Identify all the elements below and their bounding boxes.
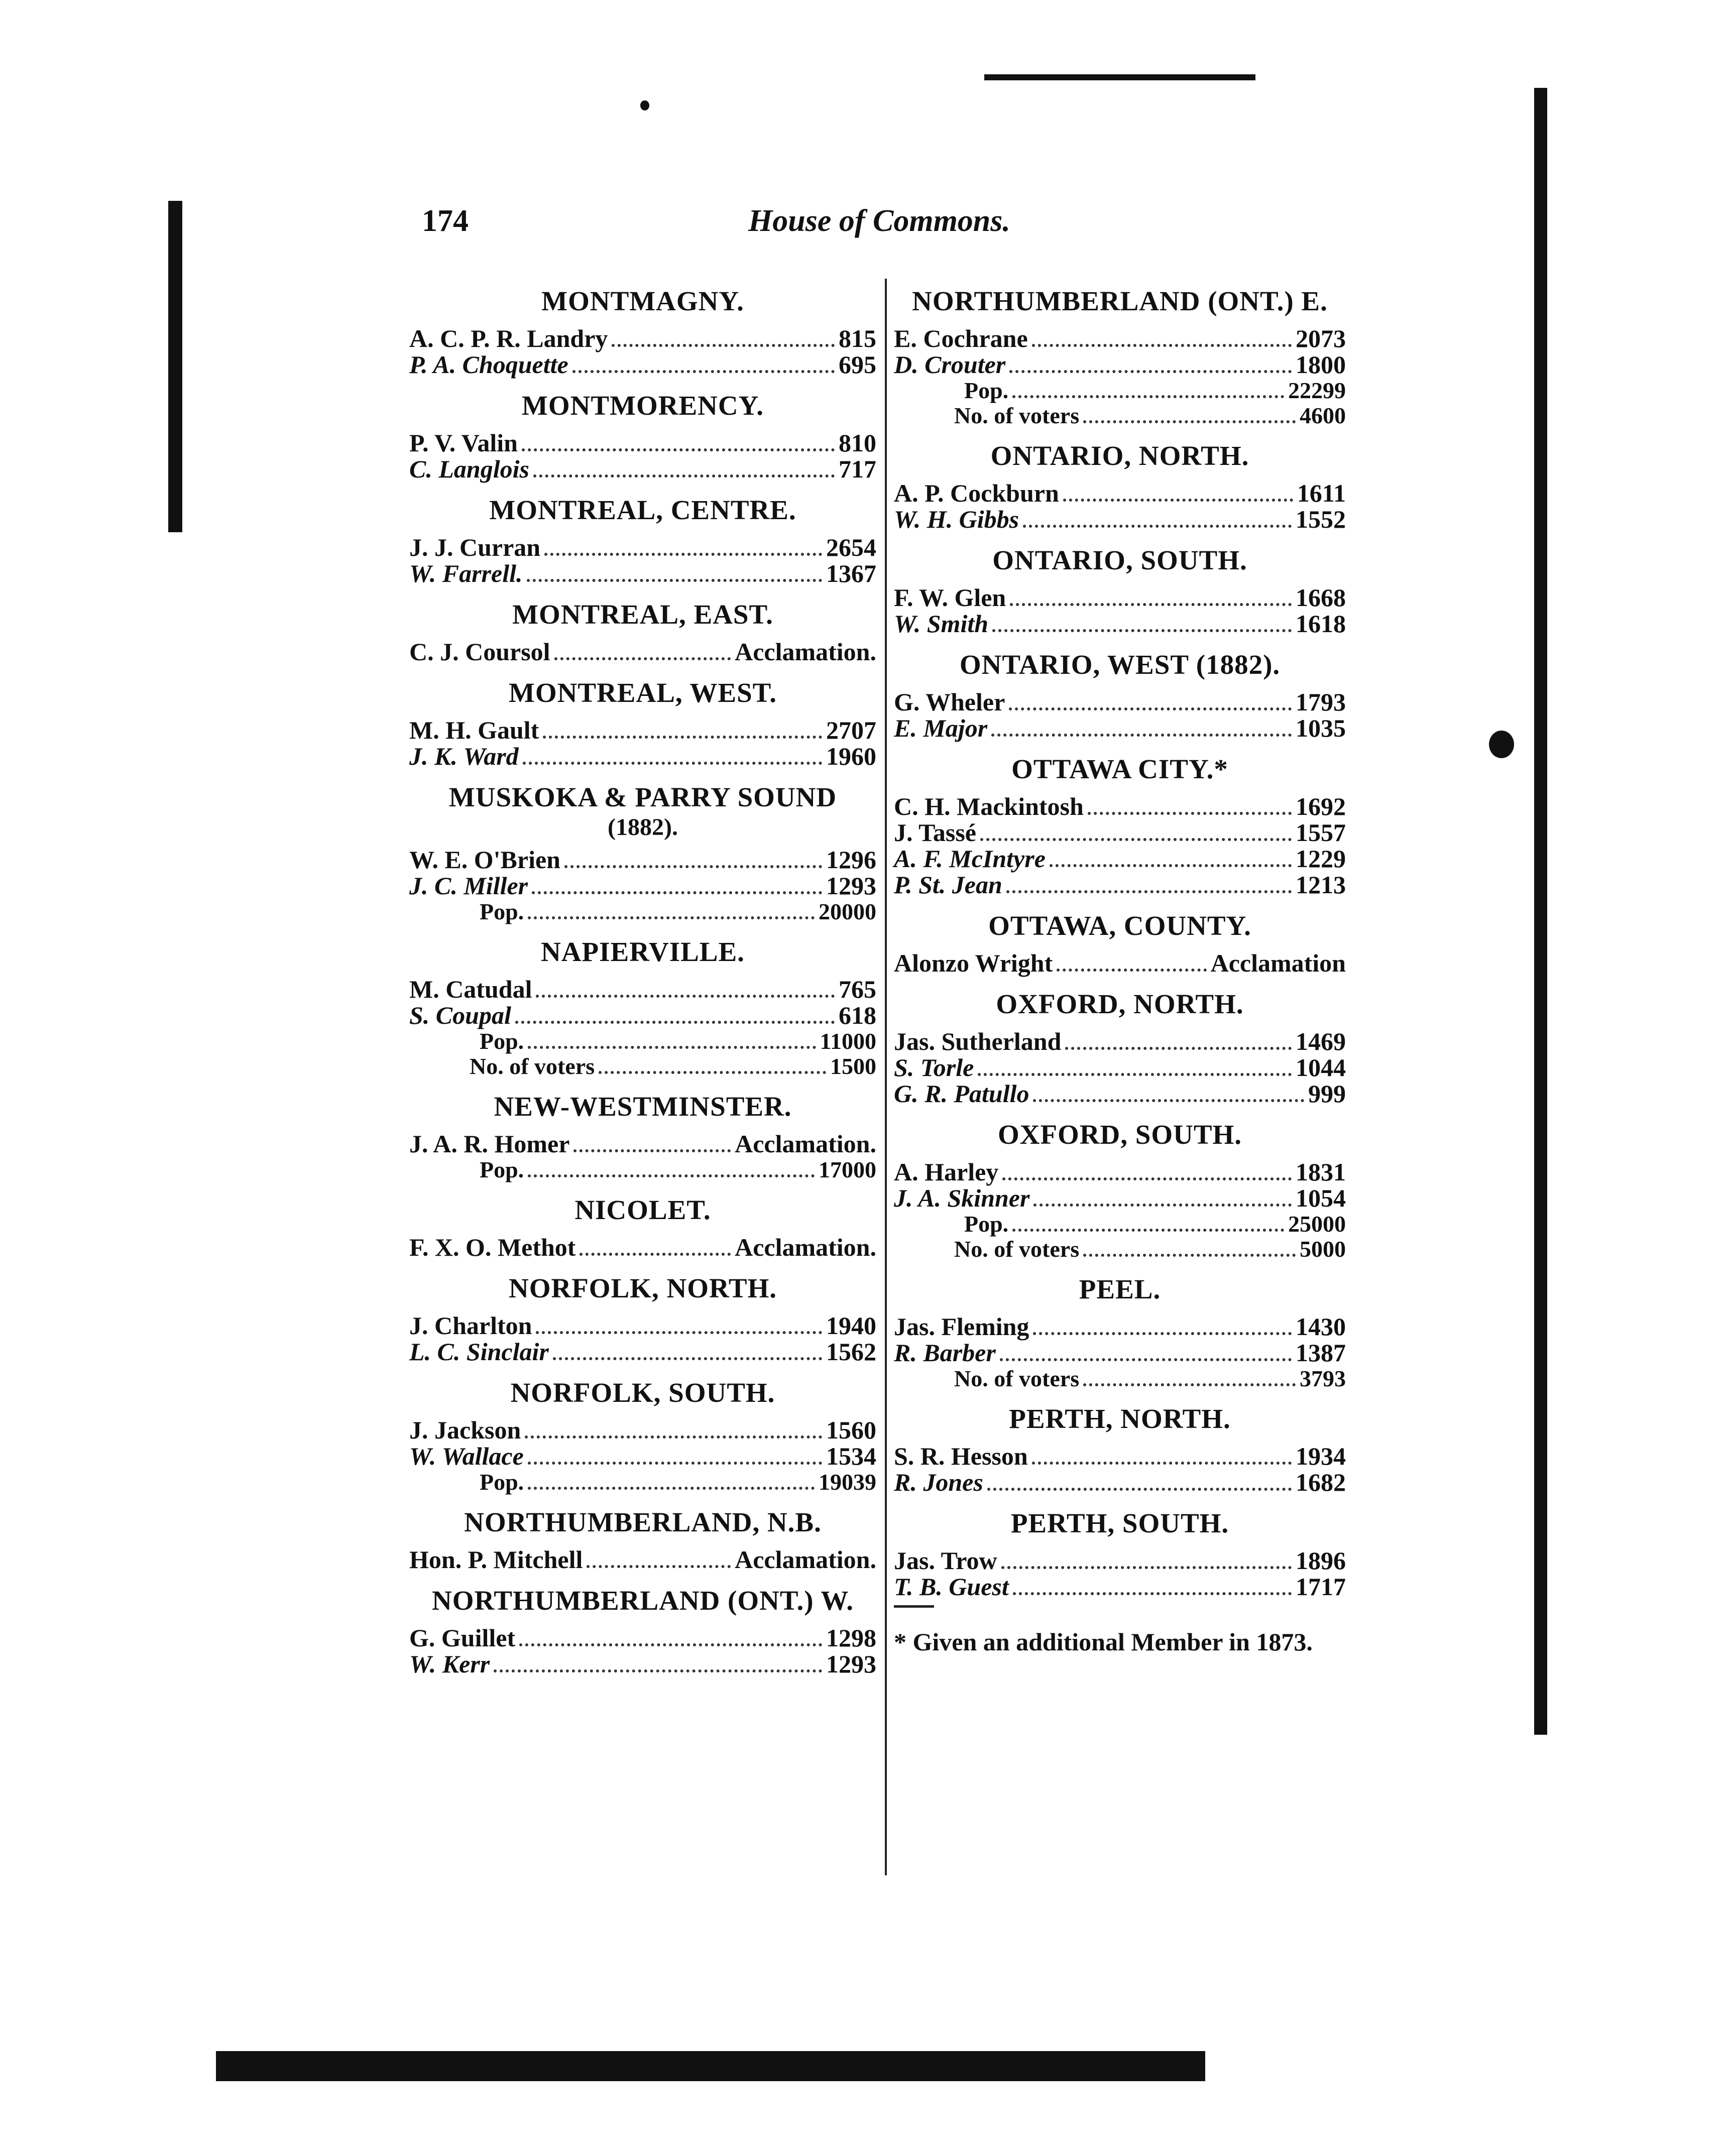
scan-edge-top-bar — [984, 74, 1255, 80]
leader-dots — [1009, 707, 1292, 710]
statistic-value: 22299 — [1288, 378, 1346, 403]
leader-dots — [1012, 1229, 1284, 1232]
leader-dots — [1006, 890, 1292, 893]
vote-count: 1229 — [1296, 845, 1346, 873]
leader-dots — [587, 1565, 731, 1568]
vote-count: 1717 — [1296, 1573, 1346, 1601]
vote-count: 1387 — [1296, 1339, 1346, 1367]
statistic-row — [409, 1029, 876, 1054]
ink-speck — [640, 100, 649, 110]
candidate-row — [409, 1313, 876, 1339]
vote-count: Acclamation. — [735, 638, 876, 666]
leader-dots — [1033, 1099, 1304, 1102]
candidate-row — [409, 352, 876, 378]
candidate-row — [894, 846, 1346, 872]
constituency-block — [409, 1583, 876, 1678]
constituency-name: PEEL. — [1079, 1274, 1161, 1304]
constituency-name: NAPIERVILLE. — [541, 936, 745, 967]
vote-count: 1618 — [1296, 610, 1346, 638]
statistic-value: 20000 — [819, 899, 876, 924]
leader-dots — [599, 1071, 826, 1074]
leader-dots — [519, 1643, 822, 1646]
constituency-name: NORTHUMBERLAND (ONT.) E. — [912, 286, 1328, 316]
leader-dots — [528, 1046, 816, 1049]
scan-edge-bottom-bar — [216, 2051, 1205, 2081]
candidate-row — [894, 1029, 1346, 1055]
statistic-label: Pop. — [964, 378, 1009, 403]
vote-count: 2707 — [826, 716, 876, 744]
candidate-row — [894, 1444, 1346, 1470]
candidate-name: J. J. Curran — [409, 533, 541, 561]
candidate-name: M. Catudal — [409, 975, 532, 1003]
constituency-name: NORTHUMBERLAND (ONT.) W. — [431, 1585, 854, 1616]
candidate-name: J. A. Skinner — [894, 1184, 1030, 1212]
footnote: * Given an additional Member in 1873. — [894, 1628, 1313, 1656]
candidate-name: W. Smith — [894, 610, 989, 638]
candidate-name: P. V. Valin — [409, 429, 518, 457]
vote-count: 1298 — [826, 1624, 876, 1652]
statistic-label: Pop. — [480, 1157, 524, 1182]
constituency-name: ONTARIO, NORTH. — [990, 440, 1249, 471]
candidate-row — [894, 1081, 1346, 1107]
vote-count: 1293 — [826, 1650, 876, 1678]
constituency-block — [409, 284, 876, 378]
leader-dots — [1023, 525, 1292, 528]
leader-dots — [1063, 499, 1293, 502]
constituency-name: NORTHUMBERLAND, N.B. — [464, 1507, 822, 1537]
candidate-name: Jas. Sutherland — [894, 1027, 1062, 1055]
candidate-name: E. Cochrane — [894, 324, 1028, 352]
vote-count: 1044 — [1296, 1053, 1346, 1082]
candidate-name: A. F. McIntyre — [894, 845, 1046, 873]
candidate-row — [409, 1547, 876, 1573]
constituency-name: NICOLET. — [574, 1194, 711, 1225]
constituency-name: NORFOLK, SOUTH. — [510, 1377, 775, 1408]
candidate-name: E. Major — [894, 714, 988, 742]
vote-count: 2654 — [826, 533, 876, 561]
vote-count: 1560 — [826, 1416, 876, 1444]
constituency-subtitle: (1882). — [608, 814, 678, 841]
statistic-label: No. of voters — [954, 403, 1080, 428]
constituency-block — [894, 284, 1346, 428]
candidate-row — [409, 744, 876, 770]
vote-count: 765 — [839, 975, 876, 1003]
statistic-value: 11000 — [820, 1028, 876, 1054]
vote-count: 1035 — [1296, 714, 1346, 742]
leader-dots — [987, 1488, 1292, 1491]
leader-dots — [544, 553, 822, 556]
candidate-row — [894, 794, 1346, 820]
candidate-row — [409, 1651, 876, 1678]
leader-dots — [1013, 1592, 1292, 1595]
vote-count: 1469 — [1296, 1027, 1346, 1055]
statistic-label: Pop. — [480, 1028, 524, 1054]
leader-dots — [1010, 603, 1292, 606]
candidate-row — [894, 611, 1346, 637]
statistic-row — [409, 899, 876, 924]
vote-count: 1668 — [1296, 583, 1346, 612]
leader-dots — [553, 1357, 822, 1360]
constituency-block — [894, 908, 1346, 977]
candidate-row — [894, 1314, 1346, 1340]
candidate-name: P. A. Choquette — [409, 350, 568, 379]
candidate-name: J. Jackson — [409, 1416, 521, 1444]
constituency-block — [894, 1117, 1346, 1262]
candidate-name: G. Wheler — [894, 688, 1005, 716]
candidate-name: W. Wallace — [409, 1442, 524, 1470]
statistic-value: 3793 — [1300, 1366, 1346, 1391]
vote-count: 1934 — [1296, 1442, 1346, 1470]
statistic-label: Pop. — [480, 1469, 524, 1495]
vote-count: 1293 — [826, 872, 876, 900]
leader-dots — [1001, 1566, 1292, 1569]
constituency-name: NEW-WESTMINSTER. — [494, 1091, 792, 1122]
candidate-row — [409, 535, 876, 561]
vote-count: 1054 — [1296, 1184, 1346, 1212]
candidate-name: A. P. Cockburn — [894, 479, 1059, 507]
vote-count: 1831 — [1296, 1158, 1346, 1186]
vote-count: 1552 — [1296, 505, 1346, 533]
candidate-name: J. K. Ward — [409, 742, 519, 770]
leader-dots — [1032, 1462, 1292, 1465]
leader-dots — [1057, 969, 1206, 972]
candidate-name: S. R. Hesson — [894, 1442, 1028, 1470]
vote-count: 1611 — [1297, 479, 1346, 507]
leader-dots — [533, 474, 835, 477]
constituency-block — [409, 388, 876, 483]
constituency-name: PERTH, SOUTH. — [1010, 1508, 1229, 1538]
leader-dots — [1033, 1204, 1292, 1207]
constituency-block — [409, 1271, 876, 1365]
footnote-rule — [894, 1605, 934, 1608]
statistic-label: No. of voters — [954, 1366, 1080, 1391]
leader-dots — [528, 916, 815, 919]
constituency-name: OXFORD, NORTH. — [996, 989, 1244, 1019]
page-header — [422, 203, 1376, 249]
candidate-name: C. Langlois — [409, 455, 529, 483]
statistic-row — [894, 403, 1346, 428]
statistic-value: 5000 — [1300, 1236, 1346, 1262]
candidate-row — [409, 1003, 876, 1029]
candidate-name: S. Torle — [894, 1053, 974, 1082]
leader-dots — [525, 1435, 822, 1439]
leader-dots — [1009, 370, 1292, 373]
vote-count: 1213 — [1296, 871, 1346, 899]
constituency-name: PERTH, NORTH. — [1009, 1403, 1231, 1434]
candidate-name: W. Kerr — [409, 1650, 490, 1678]
constituency-name: OTTAWA, COUNTY. — [988, 910, 1251, 941]
constituency-block — [894, 1401, 1346, 1496]
candidate-name: W. H. Gibbs — [894, 505, 1019, 533]
candidate-row — [894, 1470, 1346, 1496]
candidate-row — [894, 872, 1346, 898]
vote-count: Acclamation. — [735, 1545, 876, 1574]
constituency-block — [894, 752, 1346, 898]
leader-dots — [532, 891, 822, 894]
page-number: 174 — [422, 204, 469, 238]
candidate-name: J. Charlton — [409, 1311, 532, 1340]
right-column — [894, 274, 1346, 1656]
candidate-name: W. E. O'Brien — [409, 846, 560, 874]
statistic-value: 4600 — [1300, 403, 1346, 428]
leader-dots — [991, 734, 1292, 737]
candidate-row — [409, 847, 876, 873]
candidate-name: G. R. Patullo — [894, 1080, 1029, 1108]
constituency-name: ONTARIO, SOUTH. — [992, 545, 1247, 575]
candidate-row — [894, 715, 1346, 742]
candidate-row — [894, 1055, 1346, 1081]
leader-dots — [536, 995, 835, 998]
candidate-row — [409, 1131, 876, 1157]
candidate-name: L. C. Sinclair — [409, 1338, 549, 1366]
constituency-name: MONTMORENCY. — [521, 390, 764, 421]
candidate-row — [409, 639, 876, 665]
candidate-row — [409, 1235, 876, 1261]
leader-dots — [564, 865, 822, 868]
vote-count: Acclamation — [1210, 949, 1346, 977]
candidate-name: J. C. Miller — [409, 872, 528, 900]
vote-count: 1557 — [1296, 818, 1346, 847]
candidate-row — [409, 561, 876, 587]
vote-count: 1562 — [826, 1338, 876, 1366]
leader-dots — [1000, 1358, 1292, 1361]
candidate-name: C. H. Mackintosh — [894, 792, 1084, 820]
constituency-block — [409, 1089, 876, 1182]
statistic-label: Pop. — [964, 1211, 1009, 1237]
candidate-row — [894, 820, 1346, 846]
candidate-row — [409, 1625, 876, 1651]
scan-edge-right-bar — [1534, 88, 1547, 1735]
vote-count: 1682 — [1296, 1468, 1346, 1496]
candidate-name: Jas. Fleming — [894, 1312, 1029, 1341]
candidate-row — [894, 326, 1346, 352]
candidate-name: R. Barber — [894, 1339, 996, 1367]
candidate-name: Jas. Trow — [894, 1546, 997, 1575]
candidate-row — [409, 1339, 876, 1365]
candidate-row — [409, 1444, 876, 1470]
candidate-row — [894, 1574, 1346, 1600]
vote-count: 1296 — [826, 846, 876, 874]
leader-dots — [528, 1462, 822, 1465]
statistic-row — [409, 1157, 876, 1182]
statistic-label: No. of voters — [954, 1236, 1080, 1262]
constituency-name: MONTREAL, CENTRE. — [489, 495, 796, 525]
candidate-row — [894, 1159, 1346, 1185]
constituency-name: OXFORD, SOUTH. — [997, 1119, 1242, 1150]
candidate-name: G. Guillet — [409, 1624, 516, 1652]
constituency-block — [894, 987, 1346, 1107]
vote-count: 1793 — [1296, 688, 1346, 716]
vote-count: Acclamation. — [735, 1130, 876, 1158]
vote-count: 1367 — [826, 559, 876, 587]
vote-count: 1940 — [826, 1311, 876, 1340]
candidate-name: D. Crouter — [894, 350, 1006, 379]
left-column — [409, 274, 876, 1678]
leader-dots — [536, 1331, 822, 1334]
candidate-name: A. Harley — [894, 1158, 999, 1186]
leader-dots — [527, 579, 823, 582]
vote-count: 2073 — [1296, 324, 1346, 352]
vote-count: 810 — [839, 429, 876, 457]
leader-dots — [1002, 1177, 1292, 1180]
leader-dots — [528, 1174, 815, 1177]
candidate-row — [409, 456, 876, 483]
constituency-block — [409, 1192, 876, 1261]
candidate-name: R. Jones — [894, 1468, 983, 1496]
statistic-label: Pop. — [480, 899, 524, 924]
vote-count: 618 — [839, 1001, 876, 1029]
leader-dots — [522, 448, 835, 451]
constituency-block — [409, 1375, 876, 1495]
constituency-block — [409, 597, 876, 665]
candidate-row — [409, 717, 876, 744]
candidate-name: C. J. Coursol — [409, 638, 550, 666]
constituency-name: MONTREAL, EAST. — [512, 599, 773, 630]
leader-dots — [1033, 1332, 1292, 1335]
constituency-name: NORFOLK, NORTH. — [508, 1273, 777, 1303]
vote-count: 1692 — [1296, 792, 1346, 820]
statistic-row — [894, 1212, 1346, 1237]
candidate-name: A. C. P. R. Landry — [409, 324, 608, 352]
candidate-name: F. X. O. Methot — [409, 1233, 576, 1261]
candidate-row — [894, 689, 1346, 715]
constituency-block — [409, 780, 876, 924]
candidate-name: J. A. R. Homer — [409, 1130, 570, 1158]
leader-dots — [523, 762, 822, 765]
leader-dots — [978, 1073, 1292, 1076]
leader-dots — [1088, 812, 1292, 815]
statistic-value: 17000 — [819, 1157, 876, 1182]
candidate-name: J. Tassé — [894, 818, 976, 847]
leader-dots — [1083, 1383, 1296, 1386]
candidate-row — [894, 950, 1346, 977]
constituency-block — [894, 647, 1346, 742]
leader-dots — [573, 1149, 731, 1152]
candidate-row — [894, 1548, 1346, 1574]
leader-dots — [612, 344, 835, 347]
constituency-block — [894, 1506, 1346, 1600]
vote-count: 1960 — [826, 742, 876, 770]
leader-dots — [554, 657, 731, 660]
constituency-block — [409, 1505, 876, 1573]
candidate-name: M. H. Gault — [409, 716, 539, 744]
constituency-name: OTTAWA CITY.* — [1011, 754, 1228, 784]
candidate-row — [409, 1417, 876, 1444]
constituency-name: MUSKOKA & PARRY SOUND — [448, 782, 837, 812]
leader-dots — [572, 370, 835, 373]
running-title: House of Commons. — [748, 204, 1010, 238]
constituency-block — [409, 493, 876, 587]
statistic-row — [894, 378, 1346, 403]
constituency-block — [894, 438, 1346, 533]
candidate-row — [894, 352, 1346, 378]
statistic-row — [409, 1470, 876, 1495]
candidate-name: W. Farrell. — [409, 559, 523, 587]
statistic-row — [894, 1237, 1346, 1262]
candidate-row — [894, 1340, 1346, 1366]
candidate-row — [894, 585, 1346, 611]
leader-dots — [580, 1253, 731, 1256]
candidate-row — [409, 873, 876, 899]
constituency-name: MONTMAGNY. — [541, 286, 744, 316]
statistic-row — [894, 1366, 1346, 1391]
leader-dots — [515, 1021, 835, 1024]
candidate-name: Hon. P. Mitchell — [409, 1545, 583, 1574]
ink-speck — [1489, 731, 1514, 758]
vote-count: 695 — [839, 350, 876, 379]
candidate-row — [409, 977, 876, 1003]
leader-dots — [543, 736, 822, 739]
constituency-block — [409, 675, 876, 770]
statistic-value: 19039 — [819, 1469, 876, 1495]
leader-dots — [1065, 1047, 1292, 1050]
candidate-name: S. Coupal — [409, 1001, 511, 1029]
vote-count: 1896 — [1296, 1546, 1346, 1575]
statistic-label: No. of voters — [470, 1053, 595, 1079]
leader-dots — [1032, 344, 1292, 347]
constituency-block — [894, 1272, 1346, 1391]
candidate-name: P. St. Jean — [894, 871, 1002, 899]
vote-count: 815 — [839, 324, 876, 352]
constituency-name: ONTARIO, WEST (1882). — [959, 649, 1281, 680]
leader-dots — [1050, 864, 1292, 867]
vote-count: 999 — [1308, 1080, 1346, 1108]
leader-dots — [980, 838, 1292, 841]
leader-dots — [528, 1487, 815, 1490]
constituency-block — [894, 543, 1346, 637]
candidate-row — [894, 1185, 1346, 1212]
candidate-name: F. W. Glen — [894, 583, 1006, 612]
candidate-row — [894, 507, 1346, 533]
leader-dots — [494, 1669, 822, 1672]
column-divider — [885, 279, 887, 1875]
vote-count: 1534 — [826, 1442, 876, 1470]
statistic-value: 1500 — [830, 1053, 876, 1079]
vote-count: 717 — [839, 455, 876, 483]
constituency-block — [409, 934, 876, 1079]
candidate-row — [894, 481, 1346, 507]
vote-count: 1800 — [1296, 350, 1346, 379]
candidate-name: Alonzo Wright — [894, 949, 1053, 977]
constituency-name: MONTREAL, WEST. — [508, 677, 777, 708]
candidate-name: T. B. Guest — [894, 1573, 1009, 1601]
candidate-row — [409, 326, 876, 352]
vote-count: Acclamation. — [735, 1233, 876, 1261]
scan-edge-left-bar — [168, 201, 182, 532]
candidate-row — [409, 430, 876, 456]
leader-dots — [1083, 1254, 1296, 1257]
statistic-row — [409, 1054, 876, 1079]
leader-dots — [1083, 420, 1296, 423]
leader-dots — [992, 629, 1292, 632]
statistic-value: 25000 — [1288, 1211, 1346, 1237]
leader-dots — [1012, 395, 1284, 398]
vote-count: 1430 — [1296, 1312, 1346, 1341]
